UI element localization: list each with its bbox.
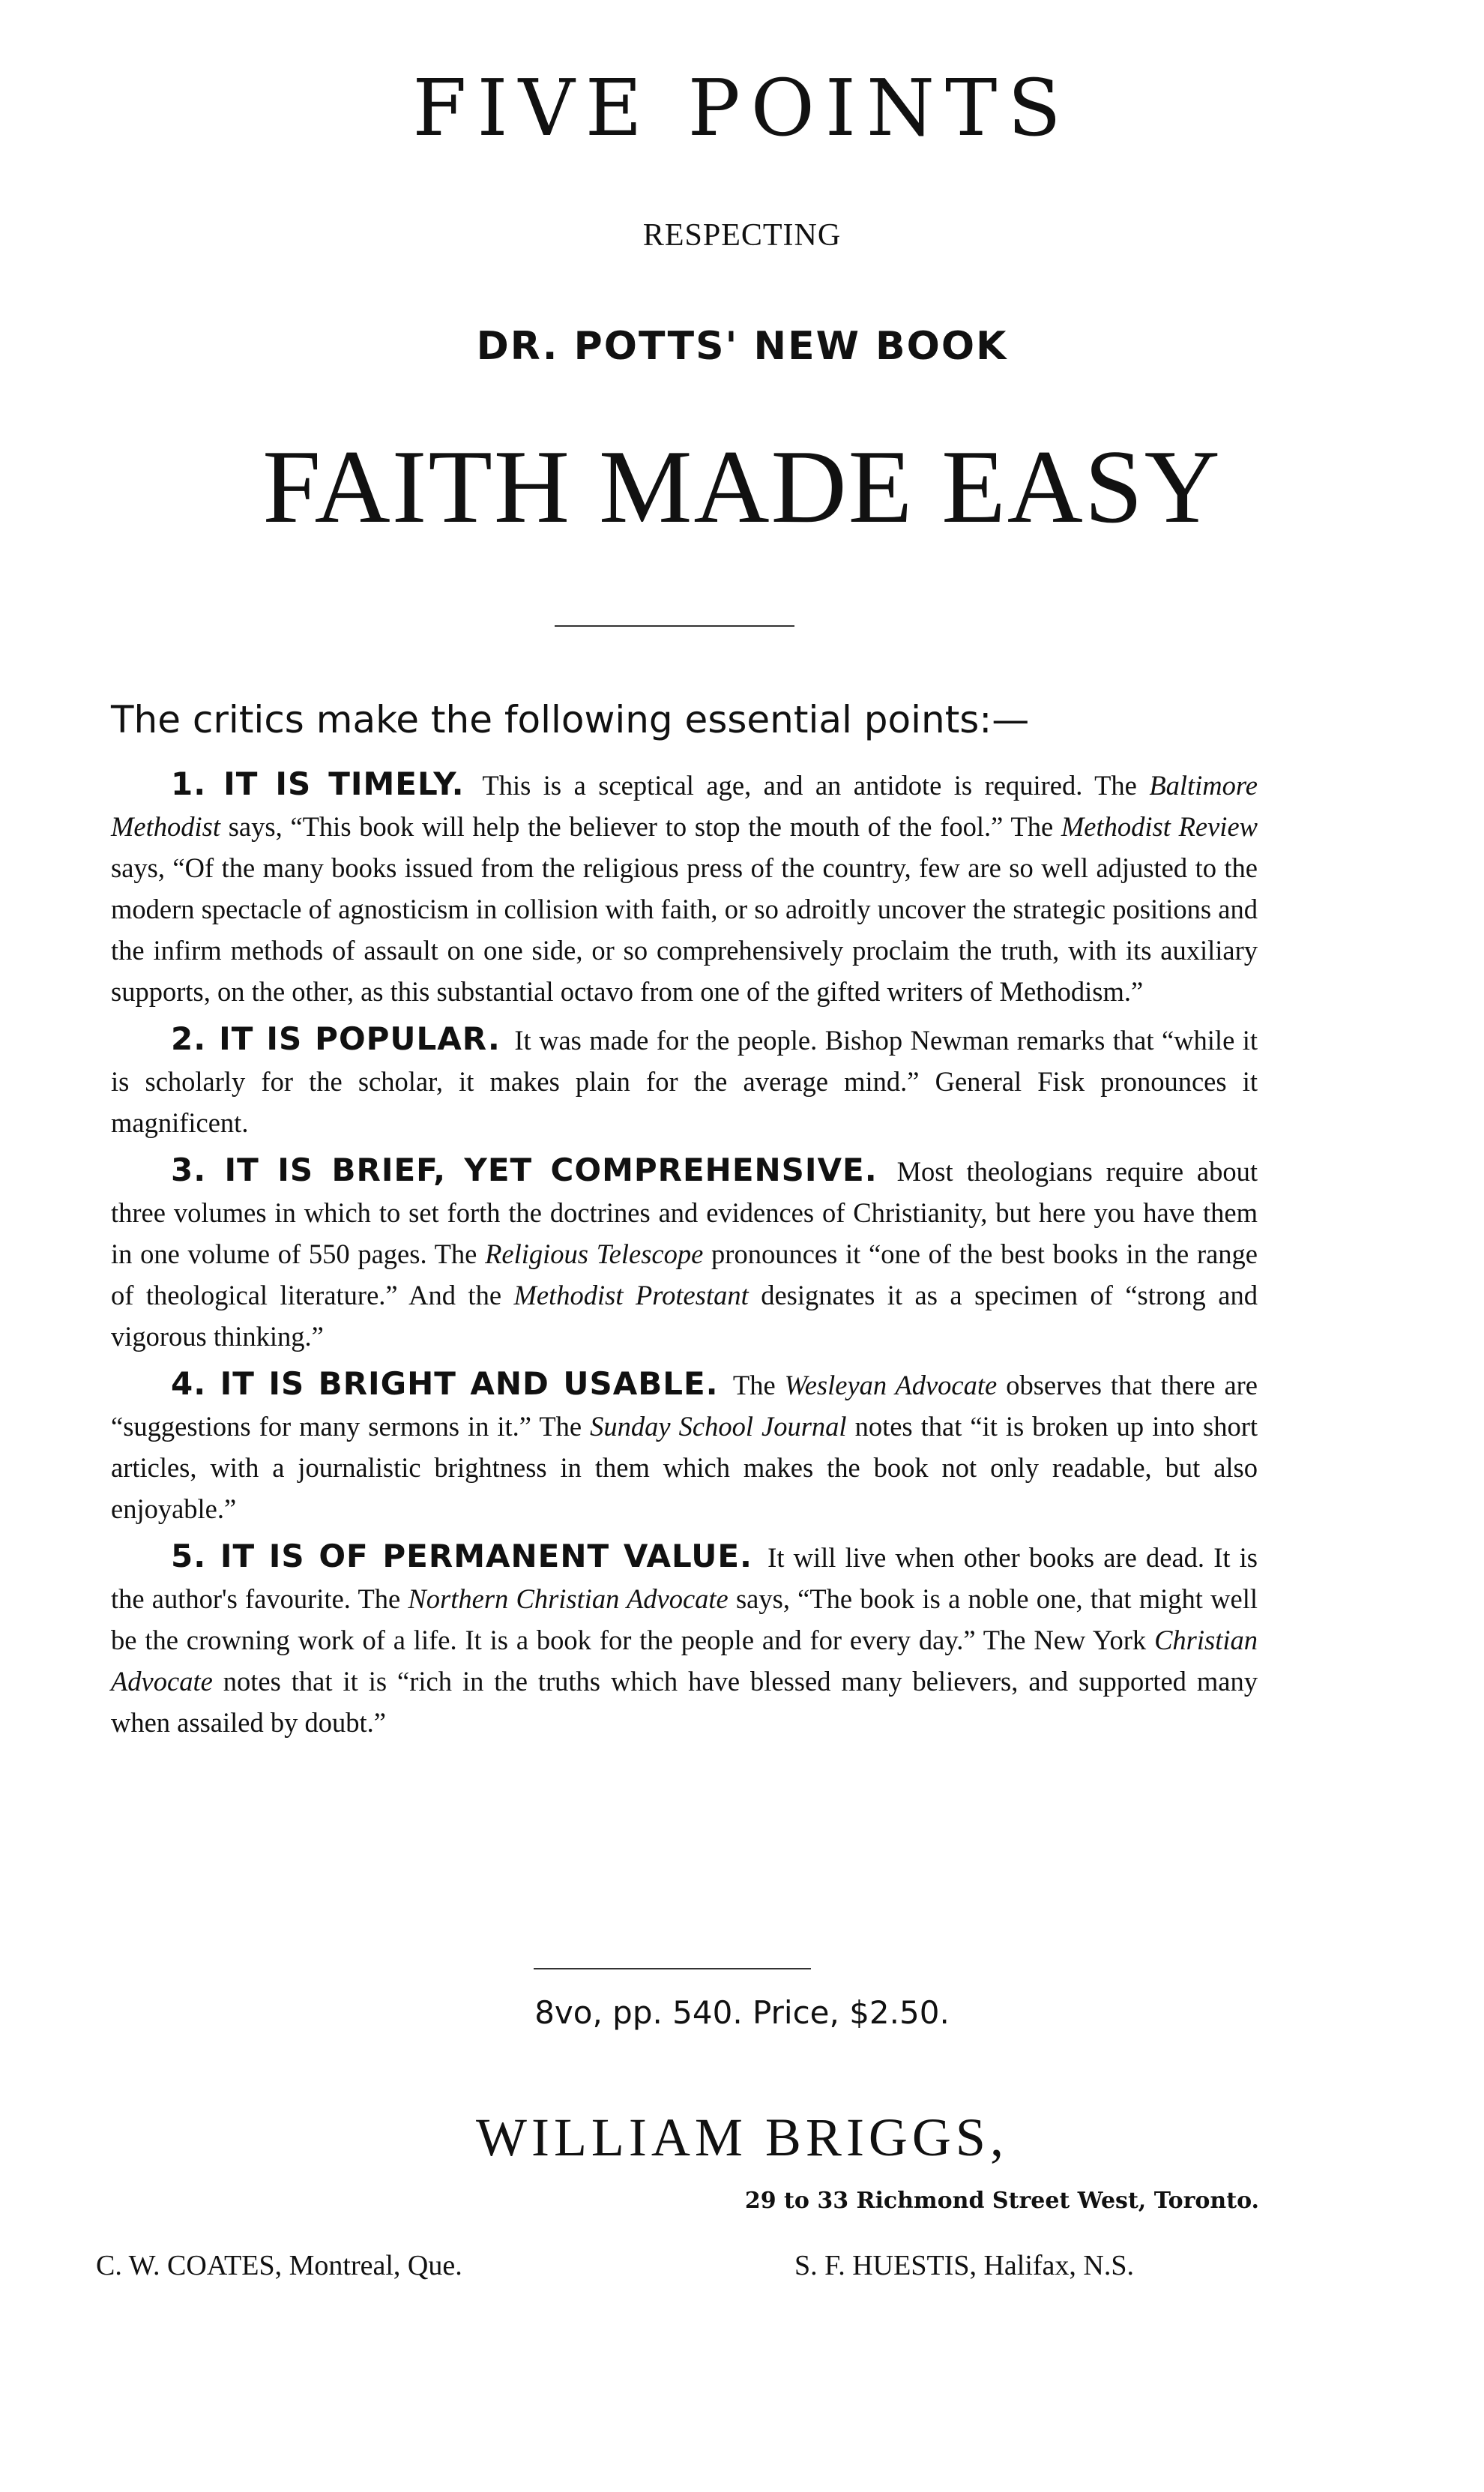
point-item xyxy=(111,1149,1258,1357)
point-item xyxy=(111,763,1258,1012)
publication-name: Christian Advocate xyxy=(111,1625,1258,1697)
agent-halifax: S. F. HUESTIS, Halifax, N.S. xyxy=(794,2250,1134,2281)
author-line: DR. POTTS' NEW BOOK xyxy=(476,324,1008,369)
point-item xyxy=(111,1535,1258,1743)
publication-name: Northern Christian Advocate xyxy=(408,1583,729,1614)
divider-rule xyxy=(555,625,794,627)
publication-name: Wesleyan Advocate xyxy=(784,1370,998,1400)
publication-name: Methodist Protestant xyxy=(513,1280,749,1310)
point-text: It will live when other books are dead. It is the author's favourite. The xyxy=(111,1542,1258,1614)
point-heading: 5. IT IS OF PERMANENT VALUE. xyxy=(171,1538,752,1574)
point-heading: 3. IT IS BRIEF, YET COMPREHENSIVE. xyxy=(171,1152,878,1188)
point-text: says, “Of the many books issued from the religious press of the country, few are so well adjusted to the modern spectacle of agnosticism in collision with faith, or so adroitly uncover the strategic positions and the infirm methods of assault on one side, or so comprehensively proclaim the truth, with its auxiliary supports, on the other, as this substantial octavo from one of the gifted writers of Methodism.” xyxy=(111,852,1258,1007)
point-item xyxy=(111,1018,1258,1143)
point-text: notes that “it is broken up into short articles, with a journalistic brightness in them which makes the book not only readable, but also enjoyable.” xyxy=(111,1411,1258,1524)
intro-line: The critics make the following essential points:— xyxy=(111,698,1030,741)
point-heading: 4. IT IS BRIGHT AND USABLE. xyxy=(171,1365,719,1402)
publication-name: Religious Telescope xyxy=(485,1239,704,1269)
point-text: pronounces it “one of the best books in the range of theological literature.” And the xyxy=(111,1239,1258,1310)
point-text: notes that it is “rich in the truths which have blessed many believers, and supported many when assailed by doubt.” xyxy=(111,1666,1258,1738)
agent-montreal: C. W. COATES, Montreal, Que. xyxy=(96,2250,462,2281)
points-list xyxy=(111,763,1258,1749)
publication-name: Methodist Review xyxy=(1061,811,1258,842)
point-heading: 1. IT IS TIMELY. xyxy=(171,765,465,802)
divider-rule xyxy=(534,1968,811,1969)
publication-name: Sunday School Journal xyxy=(590,1411,847,1442)
point-text: observes that there are “suggestions for many sermons in it.” The xyxy=(111,1370,1258,1442)
point-text: designates it as a specimen of “strong and vigorous thinking.” xyxy=(111,1280,1258,1352)
publication-name: Baltimore Methodist xyxy=(111,770,1258,842)
price-line: 8vo, pp. 540. Price, $2.50. xyxy=(534,1994,950,2031)
point-text: This is a sceptical age, and an antidote is required. The xyxy=(470,770,1150,801)
point-text: says, “The book is a noble one, that might well be the crowning work of a life. It is a book for the people and for every day.” The New York xyxy=(111,1583,1258,1655)
publisher-name: WILLIAM BRIGGS, xyxy=(476,2107,1008,2167)
book-title: FAITH MADE EASY xyxy=(262,429,1222,545)
point-text: says, “This book will help the believer to stop the mouth of the fool.” The xyxy=(220,811,1061,842)
point-heading: 2. IT IS POPULAR. xyxy=(171,1020,501,1057)
respecting-line: RESPECTING xyxy=(642,218,842,253)
point-item xyxy=(111,1363,1258,1529)
point-text: Most theologians require about three volumes in which to set forth the doctrines and evidences of Christianity, but here you have them in one volume of 550 pages. The xyxy=(111,1156,1258,1269)
point-text: It was made for the people. Bishop Newman remarks that “while it is scholarly for the scholar, it makes plain for the average mind.” General Fisk pronounces it magnificent. xyxy=(111,1025,1258,1138)
point-text: The xyxy=(724,1370,785,1400)
headline: FIVE POINTS xyxy=(412,62,1072,154)
publisher-address: 29 to 33 Richmond Street West, Toronto. xyxy=(744,2188,1259,2214)
